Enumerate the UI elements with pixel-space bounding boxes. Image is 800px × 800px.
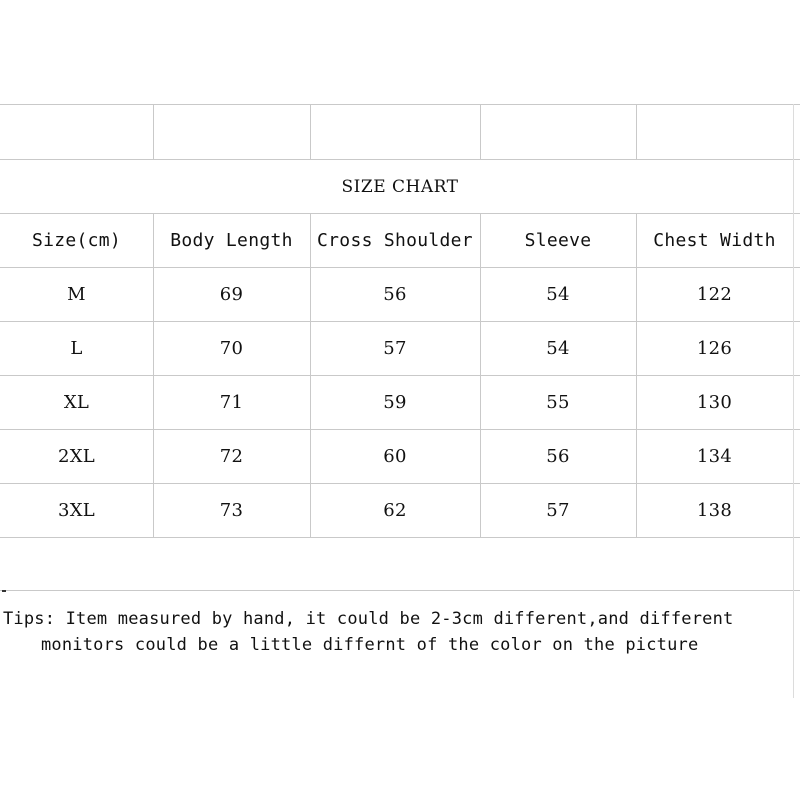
table-cell: 56 xyxy=(383,283,407,305)
column-header: Cross Shoulder xyxy=(317,229,473,251)
table-cell: 73 xyxy=(219,499,244,521)
table-cell: 134 xyxy=(696,445,733,467)
table-cell: 69 xyxy=(219,283,244,305)
table-title: SIZE CHART xyxy=(341,177,459,197)
tips-line-1: Tips: Item measured by hand, it could be 2-3cm different,and different xyxy=(3,609,734,629)
table-cell: 62 xyxy=(383,499,407,521)
stray-mark xyxy=(2,590,6,592)
grid-line xyxy=(0,537,800,538)
table-cell: 57 xyxy=(546,499,570,521)
grid-line xyxy=(0,104,800,105)
table-cell: 54 xyxy=(546,283,570,305)
table-cell: 2XL xyxy=(57,445,96,467)
tips-line-2: monitors could be a little differnt of the color on the picture xyxy=(41,635,699,655)
grid-line xyxy=(153,104,154,159)
table-cell: 138 xyxy=(696,499,733,521)
grid-line xyxy=(0,590,800,591)
table-cell: 126 xyxy=(696,337,733,359)
table-cell: 54 xyxy=(546,337,570,359)
table-cell: 122 xyxy=(696,283,733,305)
table-cell: 56 xyxy=(546,445,570,467)
table-cell: 70 xyxy=(219,337,244,359)
table-cell: 71 xyxy=(219,391,244,413)
table-cell: L xyxy=(70,337,83,359)
table-cell: 72 xyxy=(219,445,244,467)
table-cell: 130 xyxy=(696,391,733,413)
table-cell: 57 xyxy=(383,337,407,359)
column-header: Chest Width xyxy=(653,229,776,251)
table-cell: 59 xyxy=(383,391,407,413)
table-cell: 55 xyxy=(546,391,570,413)
tips-note xyxy=(0,606,800,658)
grid-line xyxy=(480,104,481,159)
table-cell: 3XL xyxy=(57,499,96,521)
table-cell: 60 xyxy=(383,445,407,467)
grid-line xyxy=(310,104,311,159)
table-cell: XL xyxy=(63,391,90,413)
column-header: Size(cm) xyxy=(31,229,122,251)
column-header: Sleeve xyxy=(524,229,592,251)
table-cell: M xyxy=(67,283,86,305)
column-header: Body Length xyxy=(170,229,293,251)
grid-line xyxy=(636,104,637,159)
